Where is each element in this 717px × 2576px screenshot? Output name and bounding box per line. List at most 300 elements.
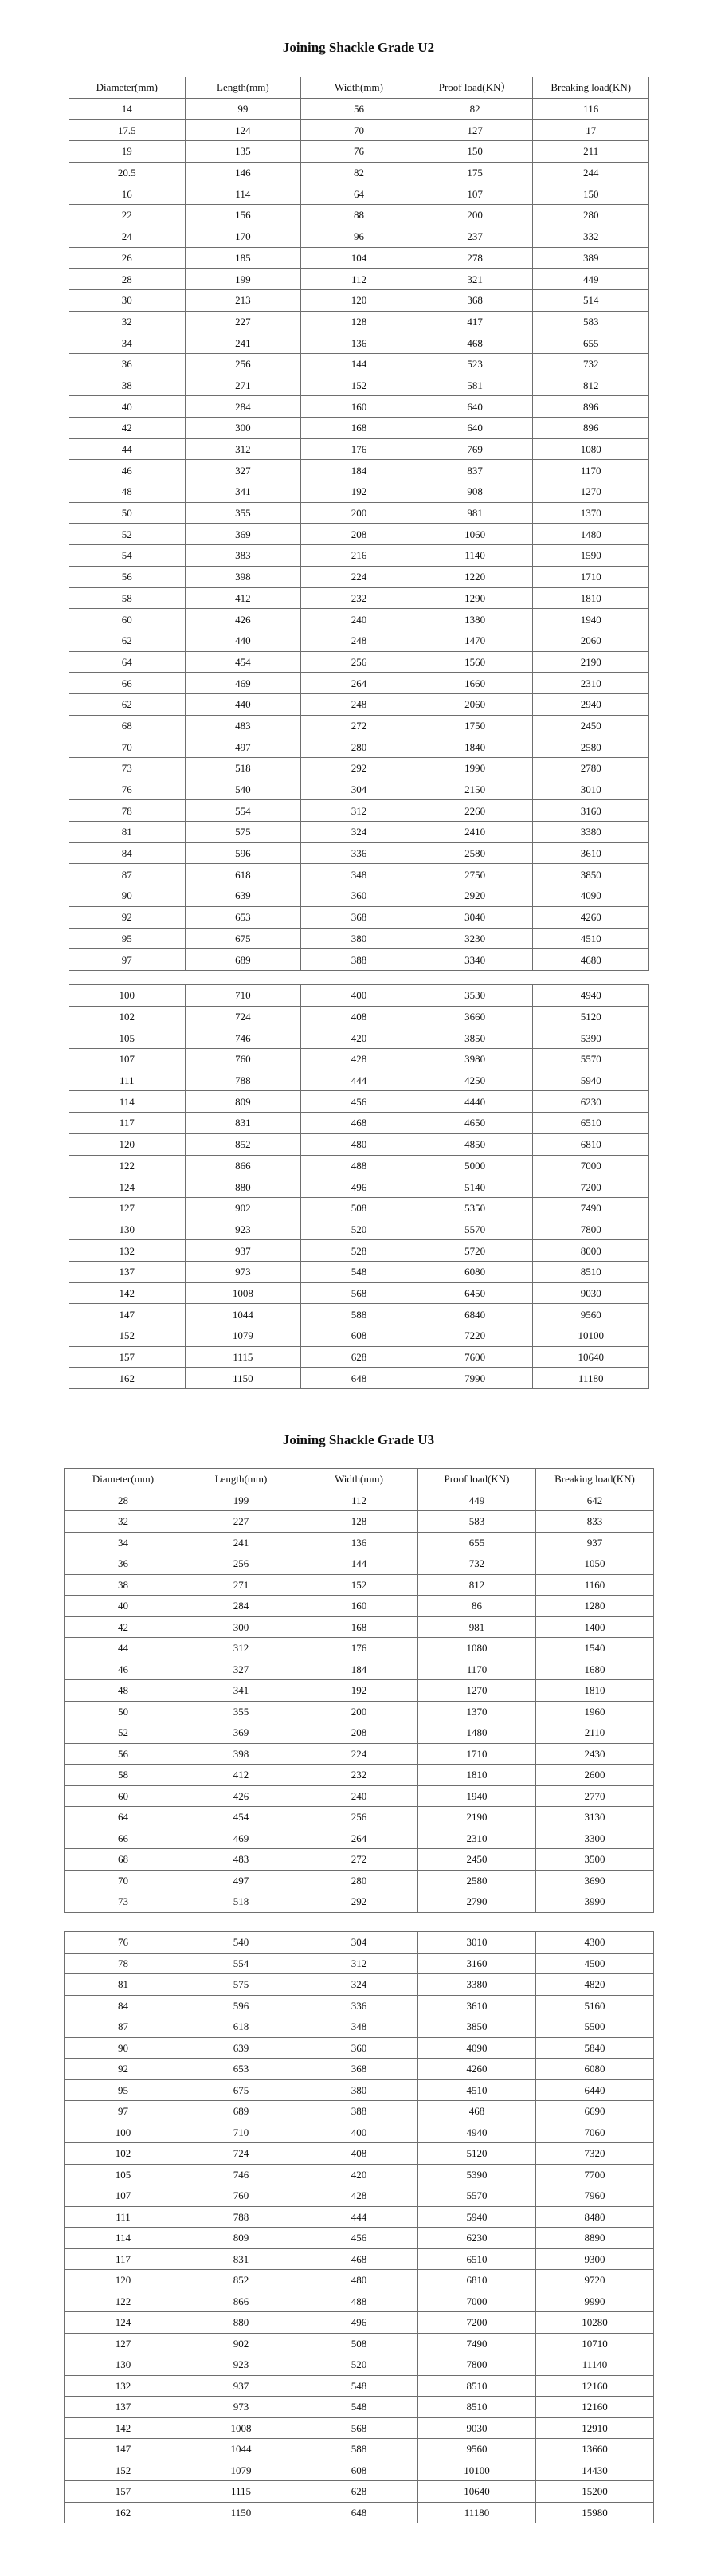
- diameter-cell: 105: [65, 2164, 182, 2185]
- proof-load-cell: 3010: [418, 1932, 536, 1954]
- width-cell: 456: [300, 2228, 418, 2249]
- length-cell: 312: [182, 1638, 300, 1659]
- width-cell: 480: [300, 2270, 418, 2291]
- breaking-load-cell: 1810: [533, 587, 649, 609]
- width-cell: 408: [301, 1006, 417, 1027]
- length-cell: 746: [182, 2164, 300, 2185]
- length-cell: 300: [185, 418, 301, 439]
- diameter-cell: 19: [69, 141, 186, 163]
- width-cell: 444: [300, 2206, 418, 2228]
- width-cell: 488: [301, 1155, 417, 1176]
- proof-load-cell: 1560: [417, 651, 533, 673]
- length-cell: 300: [182, 1616, 300, 1638]
- table-row: [65, 2248, 654, 2270]
- proof-load-cell: 5570: [418, 2185, 536, 2207]
- width-cell: 548: [300, 2375, 418, 2397]
- breaking-load-cell: 12160: [536, 2375, 654, 2397]
- width-cell: 324: [301, 822, 417, 843]
- table-row: [69, 1197, 649, 1219]
- breaking-load-cell: 280: [533, 205, 649, 226]
- width-cell: 420: [301, 1027, 417, 1049]
- length-cell: 710: [185, 985, 301, 1007]
- width-cell: 400: [300, 2122, 418, 2143]
- length-cell: 327: [185, 460, 301, 481]
- breaking-load-cell: 812: [533, 375, 649, 396]
- breaking-load-cell: 2430: [536, 1743, 654, 1765]
- column-header-breaking-load: Breaking load(KN): [536, 1469, 654, 1490]
- breaking-load-cell: 583: [533, 311, 649, 332]
- diameter-cell: 76: [65, 1932, 182, 1954]
- u3-title: Joining Shackle Grade U3: [282, 1432, 435, 1447]
- proof-load-cell: 2150: [417, 779, 533, 800]
- length-cell: 866: [185, 1155, 301, 1176]
- width-cell: 304: [300, 1932, 418, 1954]
- breaking-load-cell: 1480: [533, 524, 649, 545]
- diameter-cell: 73: [65, 1891, 182, 1913]
- width-cell: 304: [301, 779, 417, 800]
- length-cell: 341: [185, 481, 301, 503]
- proof-load-cell: 981: [418, 1616, 536, 1638]
- diameter-cell: 42: [69, 418, 186, 439]
- table-row: [69, 481, 649, 503]
- breaking-load-cell: 3010: [533, 779, 649, 800]
- proof-load-cell: 3040: [417, 906, 533, 928]
- table-row: [65, 1828, 654, 1849]
- table-row: [65, 2439, 654, 2460]
- breaking-load-cell: 1940: [533, 609, 649, 630]
- width-cell: 528: [301, 1240, 417, 1262]
- length-cell: 483: [182, 1849, 300, 1871]
- breaking-load-cell: 10280: [536, 2312, 654, 2334]
- proof-load-cell: 127: [417, 120, 533, 141]
- width-cell: 608: [301, 1325, 417, 1347]
- length-cell: 426: [182, 1785, 300, 1807]
- breaking-load-cell: 5160: [536, 1995, 654, 2016]
- width-cell: 408: [300, 2143, 418, 2165]
- width-cell: 216: [301, 545, 417, 567]
- proof-load-cell: 417: [417, 311, 533, 332]
- length-cell: 271: [182, 1574, 300, 1596]
- breaking-load-cell: 1160: [536, 1574, 654, 1596]
- diameter-cell: 44: [69, 438, 186, 460]
- diameter-cell: 127: [69, 1197, 186, 1219]
- length-cell: 241: [182, 1532, 300, 1553]
- width-cell: 176: [300, 1638, 418, 1659]
- breaking-load-cell: 7320: [536, 2143, 654, 2165]
- proof-load-cell: 2310: [418, 1828, 536, 1849]
- diameter-cell: 42: [65, 1616, 182, 1638]
- proof-load-cell: 732: [418, 1553, 536, 1575]
- table-row: [69, 120, 649, 141]
- length-cell: 256: [182, 1553, 300, 1575]
- diameter-cell: 81: [65, 1974, 182, 1996]
- u2-title: Joining Shackle Grade U2: [282, 40, 435, 55]
- diameter-cell: 40: [65, 1596, 182, 1617]
- length-cell: 383: [185, 545, 301, 567]
- length-cell: 398: [185, 566, 301, 587]
- table-row: [69, 545, 649, 567]
- length-cell: 675: [182, 2079, 300, 2101]
- table-row: [69, 1133, 649, 1155]
- length-cell: 1079: [185, 1325, 301, 1347]
- proof-load-cell: 1060: [417, 524, 533, 545]
- breaking-load-cell: 896: [533, 418, 649, 439]
- proof-load-cell: 2580: [418, 1870, 536, 1891]
- column-header-diameter: Diameter(mm): [69, 77, 186, 99]
- proof-load-cell: 449: [418, 1490, 536, 1511]
- breaking-load-cell: 896: [533, 396, 649, 418]
- diameter-cell: 100: [69, 985, 186, 1007]
- width-cell: 120: [301, 289, 417, 311]
- table-row: [65, 1659, 654, 1680]
- proof-load-cell: 3980: [417, 1049, 533, 1070]
- proof-load-cell: 86: [418, 1596, 536, 1617]
- table-row: [65, 2037, 654, 2059]
- diameter-cell: 58: [69, 587, 186, 609]
- proof-load-cell: 8510: [418, 2375, 536, 2397]
- proof-load-cell: 2260: [417, 800, 533, 822]
- proof-load-cell: 2450: [418, 1849, 536, 1871]
- width-cell: 104: [301, 247, 417, 269]
- proof-load-cell: 7990: [417, 1368, 533, 1389]
- proof-load-cell: 1750: [417, 715, 533, 736]
- length-cell: 146: [185, 162, 301, 183]
- width-cell: 380: [301, 928, 417, 949]
- width-cell: 256: [300, 1807, 418, 1828]
- diameter-cell: 68: [65, 1849, 182, 1871]
- diameter-cell: 34: [65, 1532, 182, 1553]
- length-cell: 689: [185, 949, 301, 971]
- diameter-cell: 87: [69, 864, 186, 886]
- width-cell: 70: [301, 120, 417, 141]
- width-cell: 568: [300, 2417, 418, 2439]
- breaking-load-cell: 7700: [536, 2164, 654, 2185]
- table-row: [69, 162, 649, 183]
- width-cell: 136: [301, 332, 417, 354]
- column-header-width: Width(mm): [301, 77, 417, 99]
- breaking-load-cell: 1710: [533, 566, 649, 587]
- breaking-load-cell: 5840: [536, 2037, 654, 2059]
- length-cell: 355: [185, 502, 301, 524]
- diameter-cell: 122: [69, 1155, 186, 1176]
- proof-load-cell: 812: [418, 1574, 536, 1596]
- length-cell: 412: [182, 1765, 300, 1786]
- length-cell: 618: [182, 2016, 300, 2038]
- width-cell: 200: [300, 1701, 418, 1722]
- proof-load-cell: 581: [417, 375, 533, 396]
- diameter-cell: 28: [65, 1490, 182, 1511]
- length-cell: 809: [185, 1091, 301, 1113]
- width-cell: 496: [301, 1176, 417, 1198]
- breaking-load-cell: 1810: [536, 1680, 654, 1702]
- width-cell: 520: [300, 2354, 418, 2376]
- breaking-load-cell: 2060: [533, 630, 649, 651]
- breaking-load-cell: 1050: [536, 1553, 654, 1575]
- width-cell: 420: [300, 2164, 418, 2185]
- length-cell: 369: [182, 1722, 300, 1744]
- table-row: [65, 2502, 654, 2523]
- table-row: [65, 1743, 654, 1765]
- breaking-load-cell: 514: [533, 289, 649, 311]
- proof-load-cell: 6810: [418, 2270, 536, 2291]
- proof-load-cell: 908: [417, 481, 533, 503]
- proof-load-cell: 7800: [418, 2354, 536, 2376]
- length-cell: 902: [182, 2333, 300, 2354]
- diameter-cell: 132: [69, 1240, 186, 1262]
- width-cell: 292: [300, 1891, 418, 1913]
- table-row: [69, 651, 649, 673]
- breaking-load-cell: 1400: [536, 1616, 654, 1638]
- table-row: [69, 673, 649, 694]
- diameter-cell: 62: [69, 693, 186, 715]
- width-cell: 292: [301, 758, 417, 779]
- table-row: [65, 1765, 654, 1786]
- length-cell: 1150: [185, 1368, 301, 1389]
- diameter-cell: 73: [69, 758, 186, 779]
- width-cell: 240: [301, 609, 417, 630]
- diameter-cell: 120: [69, 1133, 186, 1155]
- breaking-load-cell: 937: [536, 1532, 654, 1553]
- proof-load-cell: 6230: [418, 2228, 536, 2249]
- proof-load-cell: 368: [417, 289, 533, 311]
- breaking-load-cell: 3500: [536, 1849, 654, 1871]
- length-cell: 398: [182, 1743, 300, 1765]
- diameter-cell: 117: [65, 2248, 182, 2270]
- table-row: [69, 418, 649, 439]
- diameter-cell: 84: [69, 842, 186, 864]
- table-row: [69, 693, 649, 715]
- width-cell: 240: [300, 1785, 418, 1807]
- table-row: [69, 736, 649, 758]
- breaking-load-cell: 211: [533, 141, 649, 163]
- diameter-cell: 50: [69, 502, 186, 524]
- diameter-cell: 70: [65, 1870, 182, 1891]
- table-row: [65, 2079, 654, 2101]
- breaking-load-cell: 150: [533, 183, 649, 205]
- proof-load-cell: 3160: [418, 1953, 536, 1974]
- diameter-cell: 30: [69, 289, 186, 311]
- width-cell: 648: [301, 1368, 417, 1389]
- breaking-load-cell: 1280: [536, 1596, 654, 1617]
- breaking-load-cell: 5500: [536, 2016, 654, 2038]
- table-row: [69, 758, 649, 779]
- length-cell: 596: [182, 1995, 300, 2016]
- length-cell: 518: [185, 758, 301, 779]
- length-cell: 746: [185, 1027, 301, 1049]
- breaking-load-cell: 1270: [533, 481, 649, 503]
- diameter-cell: 157: [69, 1346, 186, 1368]
- length-cell: 575: [182, 1974, 300, 1996]
- width-cell: 444: [301, 1070, 417, 1091]
- breaking-load-cell: 8000: [533, 1240, 649, 1262]
- proof-load-cell: 321: [417, 269, 533, 290]
- table-row: [65, 2375, 654, 2397]
- proof-load-cell: 1170: [418, 1659, 536, 1680]
- length-cell: 469: [182, 1828, 300, 1849]
- diameter-cell: 28: [69, 269, 186, 290]
- diameter-cell: 97: [65, 2101, 182, 2122]
- diameter-cell: 17.5: [69, 120, 186, 141]
- length-cell: 114: [185, 183, 301, 205]
- width-cell: 568: [301, 1282, 417, 1304]
- length-cell: 135: [185, 141, 301, 163]
- width-cell: 628: [301, 1346, 417, 1368]
- width-cell: 428: [301, 1049, 417, 1070]
- table-row: [69, 438, 649, 460]
- width-cell: 428: [300, 2185, 418, 2207]
- diameter-cell: 62: [69, 630, 186, 651]
- table-row: [69, 1304, 649, 1325]
- table-row: [69, 609, 649, 630]
- diameter-cell: 32: [65, 1511, 182, 1533]
- proof-load-cell: 4260: [418, 2059, 536, 2080]
- breaking-load-cell: 244: [533, 162, 649, 183]
- breaking-load-cell: 2110: [536, 1722, 654, 1744]
- diameter-cell: 105: [69, 1027, 186, 1049]
- u2-table-continued: [69, 984, 649, 1389]
- table-row: [65, 2164, 654, 2185]
- table-row: [65, 2143, 654, 2165]
- length-cell: 554: [185, 800, 301, 822]
- breaking-load-cell: 449: [533, 269, 649, 290]
- proof-load-cell: 5940: [418, 2206, 536, 2228]
- breaking-load-cell: 3990: [536, 1891, 654, 1913]
- length-cell: 880: [182, 2312, 300, 2334]
- diameter-cell: 124: [65, 2312, 182, 2334]
- diameter-cell: 120: [65, 2270, 182, 2291]
- table-row: [65, 1490, 654, 1511]
- diameter-cell: 68: [69, 715, 186, 736]
- width-cell: 208: [301, 524, 417, 545]
- length-cell: 923: [185, 1219, 301, 1240]
- width-cell: 224: [300, 1743, 418, 1765]
- diameter-cell: 26: [69, 247, 186, 269]
- width-cell: 168: [301, 418, 417, 439]
- breaking-load-cell: 2580: [533, 736, 649, 758]
- table-row: [65, 1596, 654, 1617]
- diameter-cell: 34: [69, 332, 186, 354]
- breaking-load-cell: 6690: [536, 2101, 654, 2122]
- diameter-cell: 137: [69, 1261, 186, 1282]
- proof-load-cell: 1380: [417, 609, 533, 630]
- breaking-load-cell: 1370: [533, 502, 649, 524]
- breaking-load-cell: 17: [533, 120, 649, 141]
- table-row: [65, 2101, 654, 2122]
- width-cell: 168: [300, 1616, 418, 1638]
- length-cell: 575: [185, 822, 301, 843]
- width-cell: 360: [301, 886, 417, 907]
- table-row: [69, 886, 649, 907]
- table-row: [69, 864, 649, 886]
- proof-load-cell: 8510: [418, 2397, 536, 2418]
- proof-load-cell: 2190: [418, 1807, 536, 1828]
- length-cell: 440: [185, 693, 301, 715]
- table-row: [65, 2016, 654, 2038]
- table-row: [69, 1240, 649, 1262]
- width-cell: 336: [301, 842, 417, 864]
- width-cell: 128: [301, 311, 417, 332]
- proof-load-cell: 9030: [418, 2417, 536, 2439]
- table-row: [65, 2312, 654, 2334]
- table-row: [69, 906, 649, 928]
- width-cell: 336: [300, 1995, 418, 2016]
- breaking-load-cell: 6440: [536, 2079, 654, 2101]
- diameter-cell: 95: [65, 2079, 182, 2101]
- table-row: [69, 332, 649, 354]
- breaking-load-cell: 9560: [533, 1304, 649, 1325]
- width-cell: 232: [301, 587, 417, 609]
- diameter-cell: 157: [65, 2481, 182, 2503]
- width-cell: 76: [301, 141, 417, 163]
- proof-load-cell: 3230: [417, 928, 533, 949]
- length-cell: 440: [185, 630, 301, 651]
- proof-load-cell: 1080: [418, 1638, 536, 1659]
- breaking-load-cell: 9720: [536, 2270, 654, 2291]
- breaking-load-cell: 655: [533, 332, 649, 354]
- breaking-load-cell: 12910: [536, 2417, 654, 2439]
- length-cell: 1115: [185, 1346, 301, 1368]
- length-cell: 831: [185, 1113, 301, 1134]
- proof-load-cell: 655: [418, 1532, 536, 1553]
- breaking-load-cell: 3380: [533, 822, 649, 843]
- proof-load-cell: 3610: [418, 1995, 536, 2016]
- width-cell: 160: [301, 396, 417, 418]
- length-cell: 809: [182, 2228, 300, 2249]
- breaking-load-cell: 1680: [536, 1659, 654, 1680]
- proof-load-cell: 3340: [417, 949, 533, 971]
- table-row: [69, 1049, 649, 1070]
- table-row: [65, 2333, 654, 2354]
- breaking-load-cell: 3850: [533, 864, 649, 886]
- table-row: [65, 2185, 654, 2207]
- proof-load-cell: 1370: [418, 1701, 536, 1722]
- width-cell: 88: [301, 205, 417, 226]
- breaking-load-cell: 10640: [533, 1346, 649, 1368]
- table-row: [69, 247, 649, 269]
- breaking-load-cell: 3300: [536, 1828, 654, 1849]
- table-row: [65, 2397, 654, 2418]
- breaking-load-cell: 4820: [536, 1974, 654, 1996]
- length-cell: 199: [185, 269, 301, 290]
- length-cell: 937: [185, 1240, 301, 1262]
- diameter-cell: 66: [65, 1828, 182, 1849]
- table-row: [65, 1553, 654, 1575]
- diameter-cell: 107: [69, 1049, 186, 1070]
- table-row: [65, 1932, 654, 1954]
- proof-load-cell: 5000: [417, 1155, 533, 1176]
- table-row: [65, 1638, 654, 1659]
- width-cell: 456: [301, 1091, 417, 1113]
- column-header-width: Width(mm): [300, 1469, 418, 1490]
- diameter-cell: 48: [69, 481, 186, 503]
- breaking-load-cell: 2310: [533, 673, 649, 694]
- breaking-load-cell: 7960: [536, 2185, 654, 2207]
- diameter-cell: 46: [65, 1659, 182, 1680]
- diameter-cell: 117: [69, 1113, 186, 1134]
- proof-load-cell: 981: [417, 502, 533, 524]
- proof-load-cell: 2060: [417, 693, 533, 715]
- width-cell: 64: [301, 183, 417, 205]
- length-cell: 1115: [182, 2481, 300, 2503]
- table-row: [65, 1849, 654, 1871]
- length-cell: 497: [185, 736, 301, 758]
- diameter-cell: 152: [65, 2460, 182, 2481]
- proof-load-cell: 237: [417, 226, 533, 247]
- length-cell: 426: [185, 609, 301, 630]
- proof-load-cell: 1270: [418, 1680, 536, 1702]
- length-cell: 1044: [185, 1304, 301, 1325]
- diameter-cell: 95: [69, 928, 186, 949]
